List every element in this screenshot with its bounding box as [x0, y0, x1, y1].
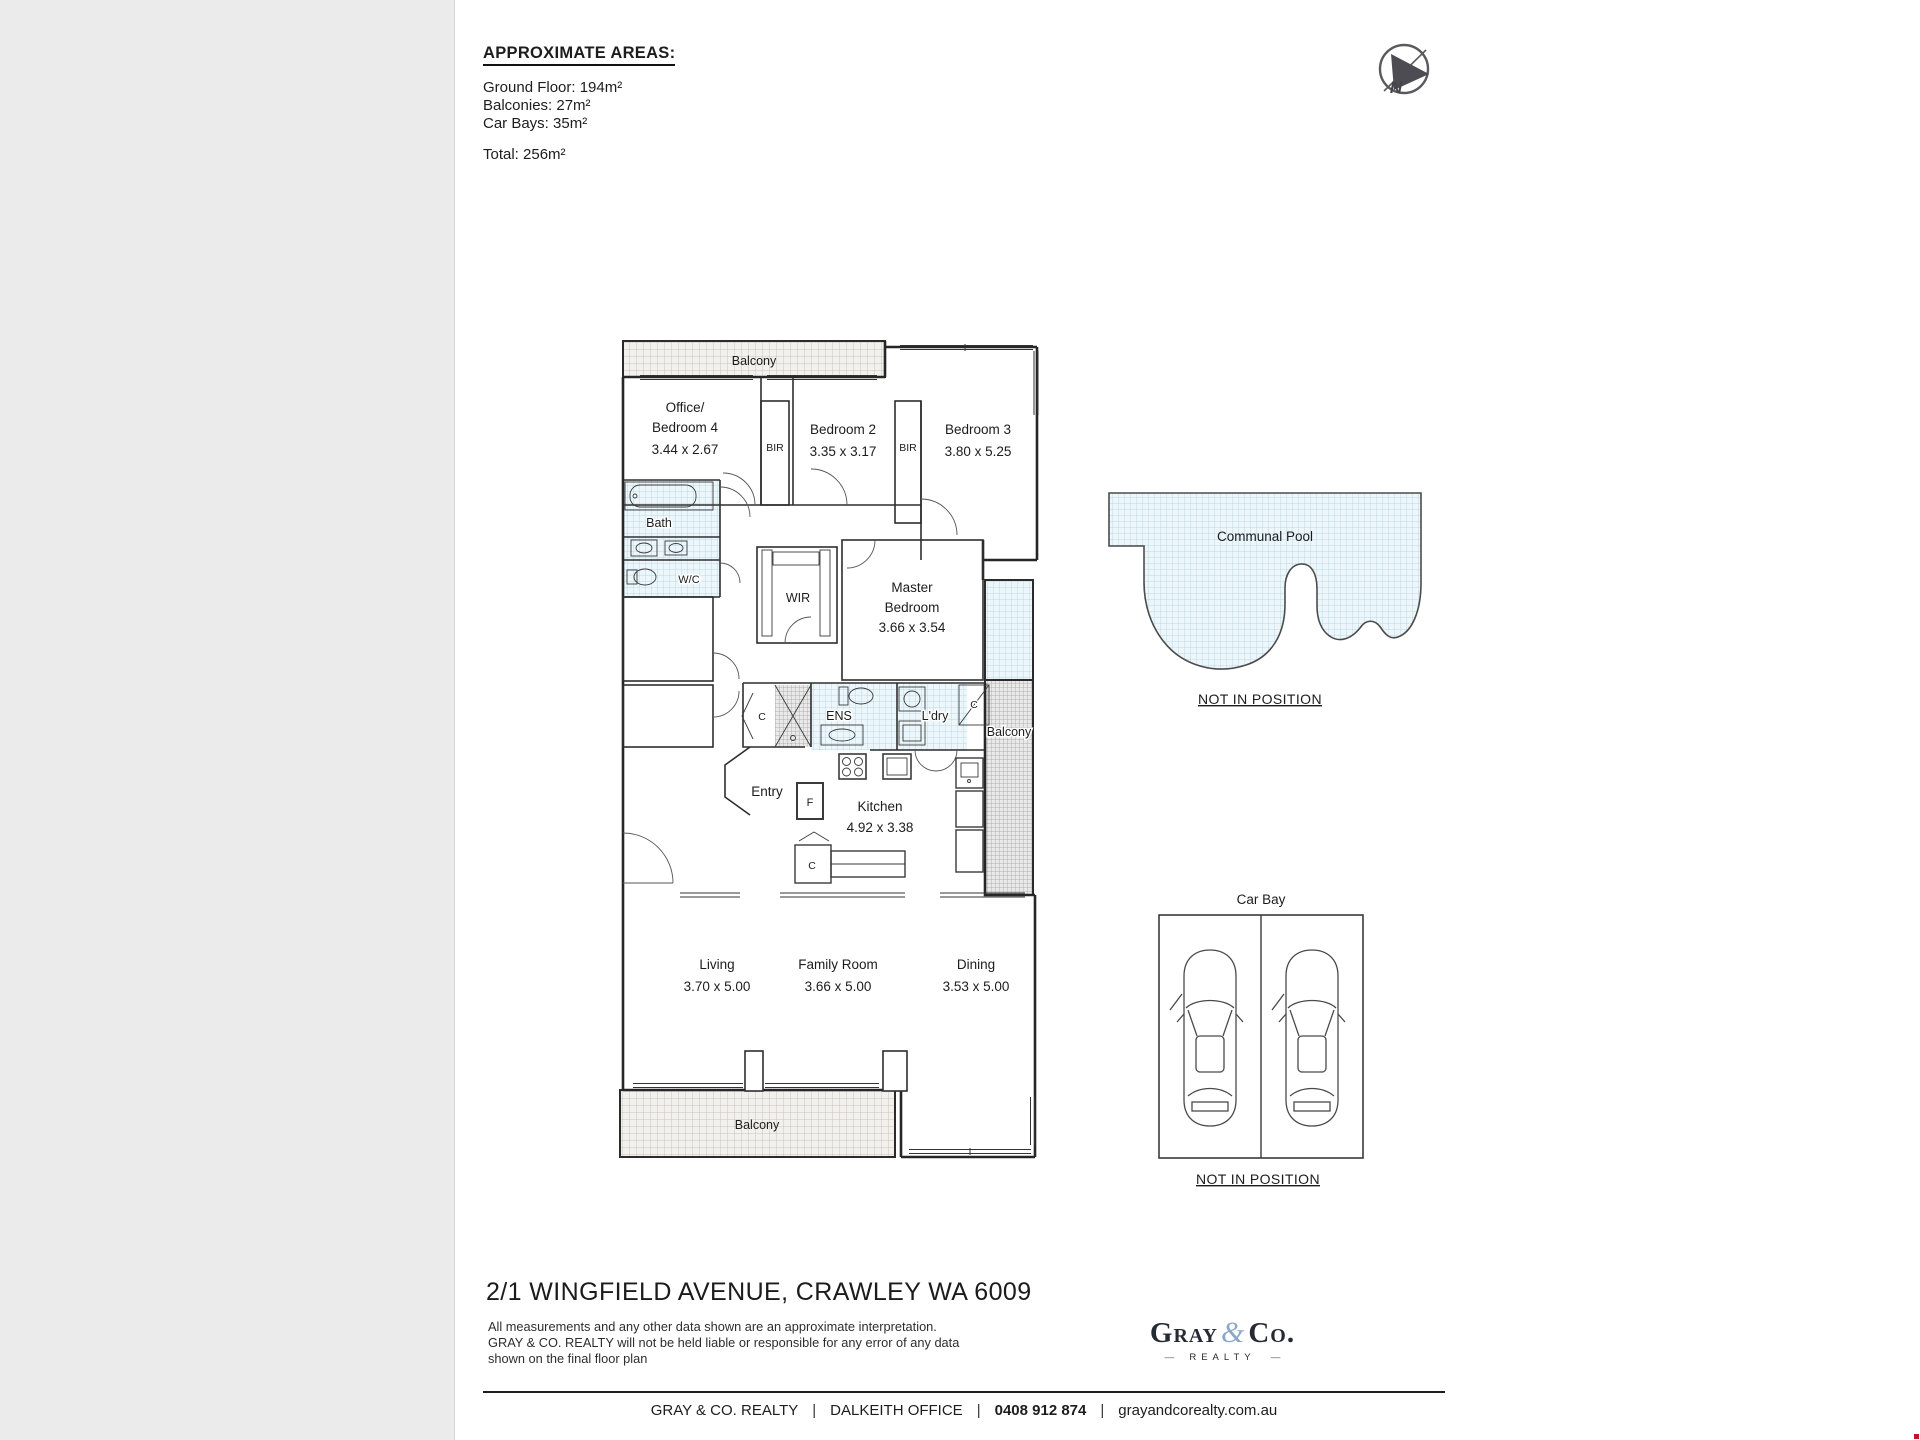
- living-label: Living: [699, 957, 735, 972]
- kitchen-dim: 4.92 x 3.38: [846, 820, 914, 835]
- logo-dash-left: —: [1164, 1352, 1175, 1363]
- footer-sep-1: |: [812, 1402, 817, 1419]
- area-total: Total: 256m²: [483, 146, 566, 163]
- footer-phone: 0408 912 874: [994, 1402, 1087, 1419]
- closet-laundry-label: C: [970, 699, 978, 711]
- area-balconies: Balconies: 27m²: [483, 97, 591, 114]
- master-label-1: Master: [891, 580, 933, 595]
- bir2-label: BIR: [899, 442, 917, 454]
- footer-divider: [483, 1391, 1445, 1393]
- footer-company: GRAY & CO. REALTY: [650, 1402, 799, 1419]
- logo-wordmark: [1110, 1316, 1335, 1350]
- areas-title: APPROXIMATE AREAS:: [483, 44, 675, 66]
- balcony-right-upper-area: [985, 580, 1033, 680]
- bed2-dim: 3.35 x 3.17: [809, 444, 877, 459]
- master-dim: 3.66 x 3.54: [878, 620, 946, 635]
- logo-realty: REALTY: [1189, 1352, 1256, 1363]
- car-bay: [1150, 888, 1370, 1198]
- property-address: 2/1 WINGFIELD AVENUE, CRAWLEY WA 6009: [486, 1278, 1032, 1306]
- office-label-1: Office/: [665, 400, 705, 415]
- oven-icon: [956, 758, 983, 788]
- bed3-label: Bedroom 3: [944, 422, 1012, 437]
- bed2-label: Bedroom 2: [809, 422, 877, 437]
- left-margin: [0, 0, 455, 1440]
- north-compass-icon: [1372, 37, 1436, 101]
- balcony-top-label: Balcony: [731, 354, 777, 368]
- wir-label: WIR: [785, 591, 811, 605]
- logo-dash-right: —: [1270, 1352, 1281, 1363]
- bath-label: Bath: [646, 516, 672, 530]
- logo-ampersand: &: [1220, 1316, 1246, 1349]
- disclaimer-line-3: shown on the final floor plan: [488, 1351, 648, 1366]
- car-bay-label: Car Bay: [1236, 892, 1286, 907]
- footer-sep-2: |: [976, 1402, 981, 1419]
- balcony-right-lower-area: [985, 680, 1033, 895]
- master-label-2: Bedroom: [884, 600, 940, 615]
- office-dim: 3.44 x 2.67: [651, 442, 719, 457]
- bir1-label: BIR: [766, 442, 784, 454]
- bed3-dim: 3.80 x 5.25: [944, 444, 1012, 459]
- wc-label: W/C: [678, 574, 700, 586]
- balcony-bottom-label: Balcony: [734, 1118, 780, 1132]
- fridge-label: F: [806, 797, 814, 809]
- family-label: Family Room: [798, 957, 878, 972]
- pool-note: NOT IN POSITION: [1198, 691, 1322, 707]
- kitchen-label: Kitchen: [857, 799, 903, 814]
- laundry-label: L'dry: [921, 709, 949, 723]
- logo-gray: Gray: [1149, 1317, 1218, 1349]
- wardrobe-icon: [762, 550, 772, 636]
- entry-label: Entry: [751, 784, 783, 799]
- ens-wet-area: [811, 683, 897, 750]
- area-car-bays: Car Bays: 35m²: [483, 115, 588, 132]
- car-bay-note: NOT IN POSITION: [1196, 1171, 1320, 1187]
- compass-n: N: [1389, 78, 1403, 97]
- balcony-right-label: Balcony: [986, 725, 1032, 739]
- office-label-2: Bedroom 4: [651, 420, 719, 435]
- pool-shape: [1109, 493, 1421, 669]
- footer-office: DALKEITH OFFICE: [830, 1402, 963, 1419]
- bath-wc-wet-area: [623, 480, 720, 597]
- dining-label: Dining: [956, 957, 996, 972]
- logo-realty-line: [1110, 1352, 1335, 1363]
- family-dim: 3.66 x 5.00: [804, 979, 872, 994]
- disclaimer-line-1: All measurements and any other data shown are an approximate interpretation.: [488, 1319, 937, 1334]
- ens-label: ENS: [826, 709, 852, 723]
- living-dim: 3.70 x 5.00: [683, 979, 751, 994]
- gray-and-co-logo: [1110, 1316, 1335, 1363]
- dining-dim: 3.53 x 5.00: [942, 979, 1010, 994]
- logo-co: Co.: [1248, 1317, 1296, 1349]
- footer: [483, 1402, 1445, 1419]
- closet-island-label: C: [808, 860, 816, 872]
- footer-website: grayandcorealty.com.au: [1118, 1402, 1278, 1419]
- cooktop-icon: [839, 754, 866, 779]
- area-ground-floor: Ground Floor: 194m²: [483, 79, 623, 96]
- footer-sep-3: |: [1100, 1402, 1105, 1419]
- closet-hall-label: C: [758, 711, 766, 723]
- unit-floorplan: [615, 335, 1045, 1165]
- corner-artifact: [1914, 1434, 1919, 1439]
- disclaimer-line-2: GRAY & CO. REALTY will not be held liable or responsible for any error of any data: [488, 1335, 960, 1350]
- pool-label: Communal Pool: [1216, 529, 1314, 544]
- communal-pool: [1100, 485, 1430, 720]
